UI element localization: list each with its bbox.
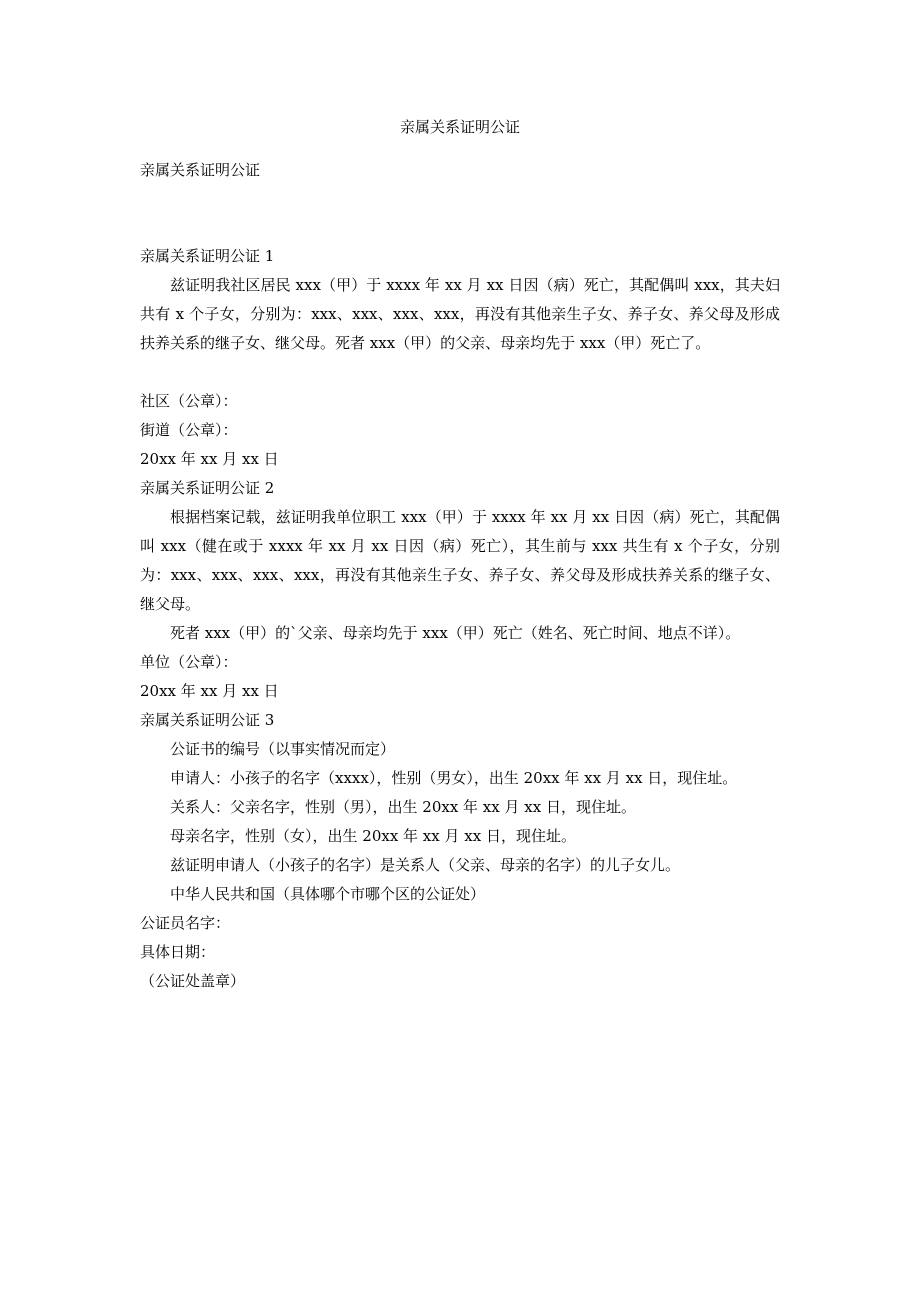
document-title: 亲属关系证明公证 bbox=[399, 118, 520, 136]
section-3-heading: 亲属关系证明公证 3 bbox=[140, 711, 275, 729]
certification-statement: 兹证明申请人（小孩子的名字）是关系人（父亲、母亲的名字）的儿子女儿。 bbox=[170, 856, 681, 874]
notary-name-line: 公证员名字： bbox=[140, 914, 231, 932]
document-subtitle: 亲属关系证明公证 bbox=[140, 161, 261, 179]
related-person-line: 关系人：父亲名字，性别（男），出生 20xx 年 xx 月 xx 日，现住址。 bbox=[170, 798, 636, 816]
certificate-number-line: 公证书的编号（以事实情况而定） bbox=[170, 740, 396, 758]
seal-street: 街道（公章）： bbox=[140, 421, 238, 439]
document-body bbox=[140, 158, 780, 996]
section-1-paragraph: 兹证明我社区居民 xxx（甲）于 xxxx 年 xx 月 xx 日因（病）死亡，其配偶叫 xxx，其夫妇共有 x 个子女，分别为：xxx、xxx、xxx、xxx，再没有其他亲生子女、养子女、养父母及形成扶养关系的继子女、继父母。死者 xxx（甲）的父亲、母亲均先于 xxx（甲）死亡了。 bbox=[140, 276, 780, 352]
applicant-line: 申请人：小孩子的名字（xxxx），性别（男女），出生 20xx 年 xx 月 xx 日，现住址。 bbox=[170, 769, 738, 787]
notary-office-line: 中华人民共和国（具体哪个市哪个区的公证处） bbox=[170, 885, 486, 903]
section-2-paragraph-2: 死者 xxx（甲）的`父亲、母亲均先于 xxx（甲）死亡（姓名、死亡时间、地点不详）。 bbox=[170, 624, 741, 642]
section-1-heading: 亲属关系证明公证 1 bbox=[140, 247, 275, 265]
specific-date-line: 具体日期： bbox=[140, 943, 216, 961]
section-2-date: 20xx 年 xx 月 xx 日 bbox=[140, 682, 279, 700]
notary-seal-line: （公证处盖章） bbox=[140, 972, 246, 990]
seal-unit: 单位（公章）： bbox=[140, 653, 238, 671]
spacer bbox=[140, 182, 780, 242]
section-2-heading: 亲属关系证明公证 2 bbox=[140, 479, 275, 497]
mother-line: 母亲名字，性别（女），出生 20xx 年 xx 月 xx 日，现住址。 bbox=[170, 827, 576, 845]
seal-community: 社区（公章）： bbox=[140, 392, 238, 410]
section-2-paragraph-1: 根据档案记载，兹证明我单位职工 xxx（甲）于 xxxx 年 xx 月 xx 日因（病）死亡，其配偶叫 xxx（健在或于 xxxx 年 xx 月 xx 日因（病）死亡），其生前与 xxx 共生有 x 个子女，分别为：xxx、xxx、xxx、xxx，再没有其他亲生子女、养子女、养父母及形成扶养关系的继子女、继父母。 bbox=[140, 508, 780, 613]
spacer bbox=[140, 358, 780, 387]
section-1-date: 20xx 年 xx 月 xx 日 bbox=[140, 450, 279, 468]
